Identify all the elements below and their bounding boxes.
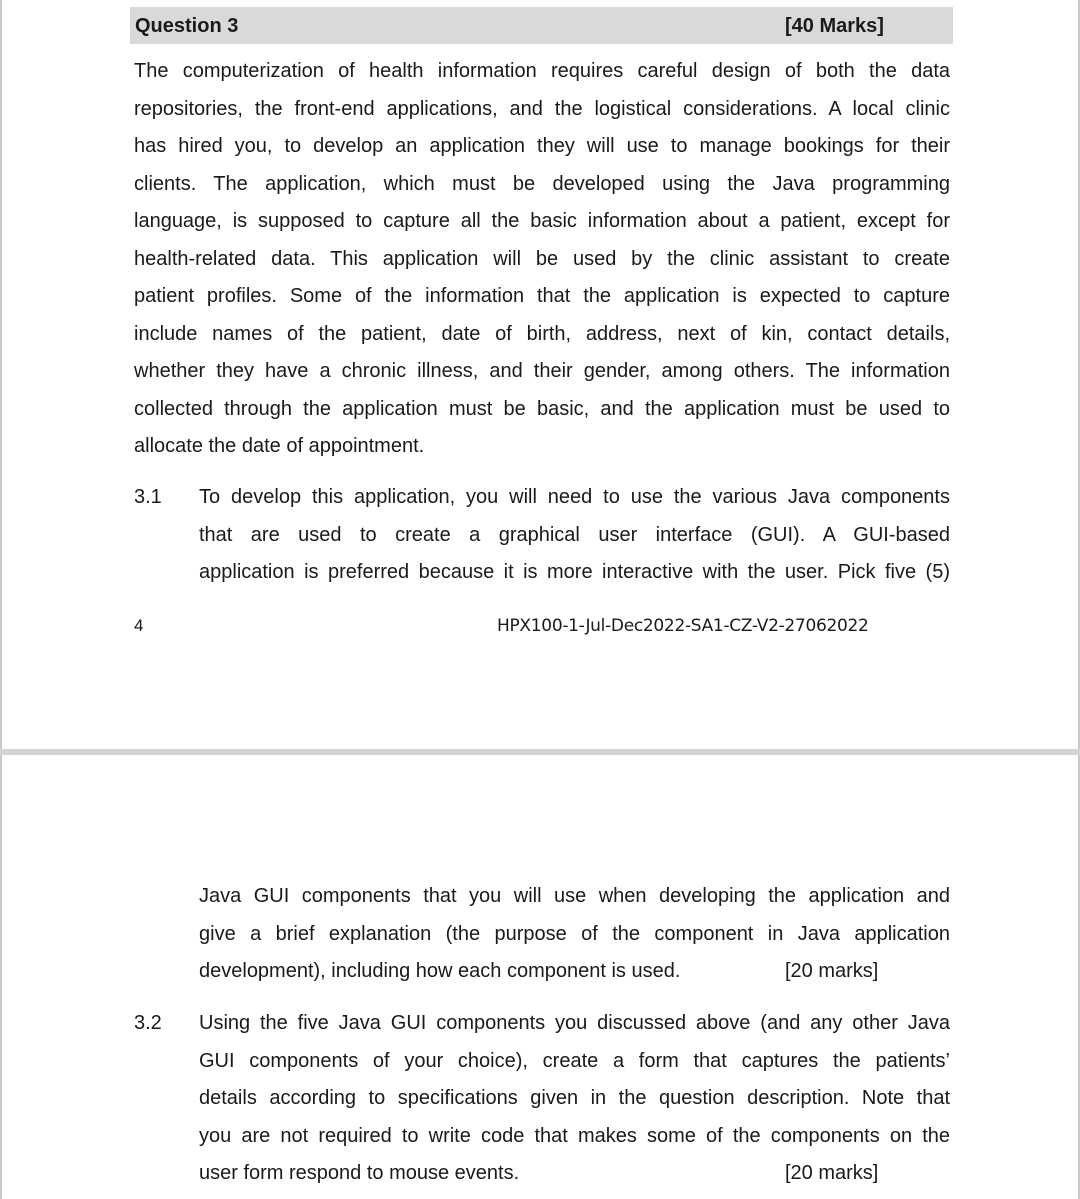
item-3-1-marks: [20 marks]: [785, 960, 879, 982]
intro-paragraph: [134, 53, 950, 466]
page-number: 4: [134, 616, 144, 635]
item-3-2-line: you are not required to write code that makes some of the components on the: [199, 1124, 950, 1147]
item-3-2-line: Using the five Java GUI components you discussed above (and any other Java: [199, 1012, 950, 1034]
item-3-1-text-part1: [199, 479, 950, 592]
item-3-2-marks: [20 marks]: [785, 1162, 879, 1184]
intro-line: allocate the date of appointment.: [134, 435, 425, 457]
document-code: HPX100-1-Jul-Dec2022-SA1-CZ-V2-27062022: [497, 616, 869, 636]
question-header: [130, 7, 953, 44]
item-number-3-1: 3.1: [134, 486, 162, 508]
intro-line: include names of the patient, date of birth, address, next of kin, contact details,: [134, 322, 950, 345]
intro-line: repositories, the front-end applications, and the logistical considerations. A local clinic: [134, 97, 950, 120]
item-3-1-line: that are used to create a graphical user interface (GUI). A GUI-based: [199, 523, 950, 546]
document-page-2: [0, 755, 1080, 1199]
question-title: Question 3: [135, 15, 239, 37]
intro-line: whether they have a chronic illness, and their gender, among others. The information: [134, 360, 950, 382]
item-3-1-line: To develop this application, you will need to use the various Java components: [199, 486, 950, 508]
item-3-2-line: GUI components of your choice), create a form that captures the patients’: [199, 1049, 950, 1072]
intro-line: clients. The application, which must be developed using the Java programming: [134, 172, 950, 195]
intro-line: language, is supposed to capture all the basic information about a patient, except for: [134, 210, 950, 232]
intro-line: patient profiles. Some of the information that the application is expected to capture: [134, 285, 950, 307]
item-3-1-line: application is preferred because it is more interactive with the user. Pick five (5): [199, 561, 950, 583]
intro-line: health-related data. This application will be used by the clinic assistant to create: [134, 247, 950, 270]
item-3-1-line: give a brief explanation (the purpose of the component in Java application: [199, 922, 950, 945]
intro-line: The computerization of health information requires careful design of both the data: [134, 60, 950, 82]
item-3-1-line: development), including how each component is used.: [199, 960, 681, 982]
item-3-2-line: user form respond to mouse events.: [199, 1162, 520, 1184]
question-total-marks: [40 Marks]: [785, 15, 884, 37]
intro-line: has hired you, to develop an application they will use to manage bookings for their: [134, 135, 950, 157]
intro-line: collected through the application must be basic, and the application must be used to: [134, 397, 950, 420]
item-3-1-line: Java GUI components that you will use when developing the application and: [199, 885, 950, 907]
item-3-2-line: details according to specifications given in the question description. Note that: [199, 1087, 950, 1109]
item-number-3-2: 3.2: [134, 1012, 162, 1034]
